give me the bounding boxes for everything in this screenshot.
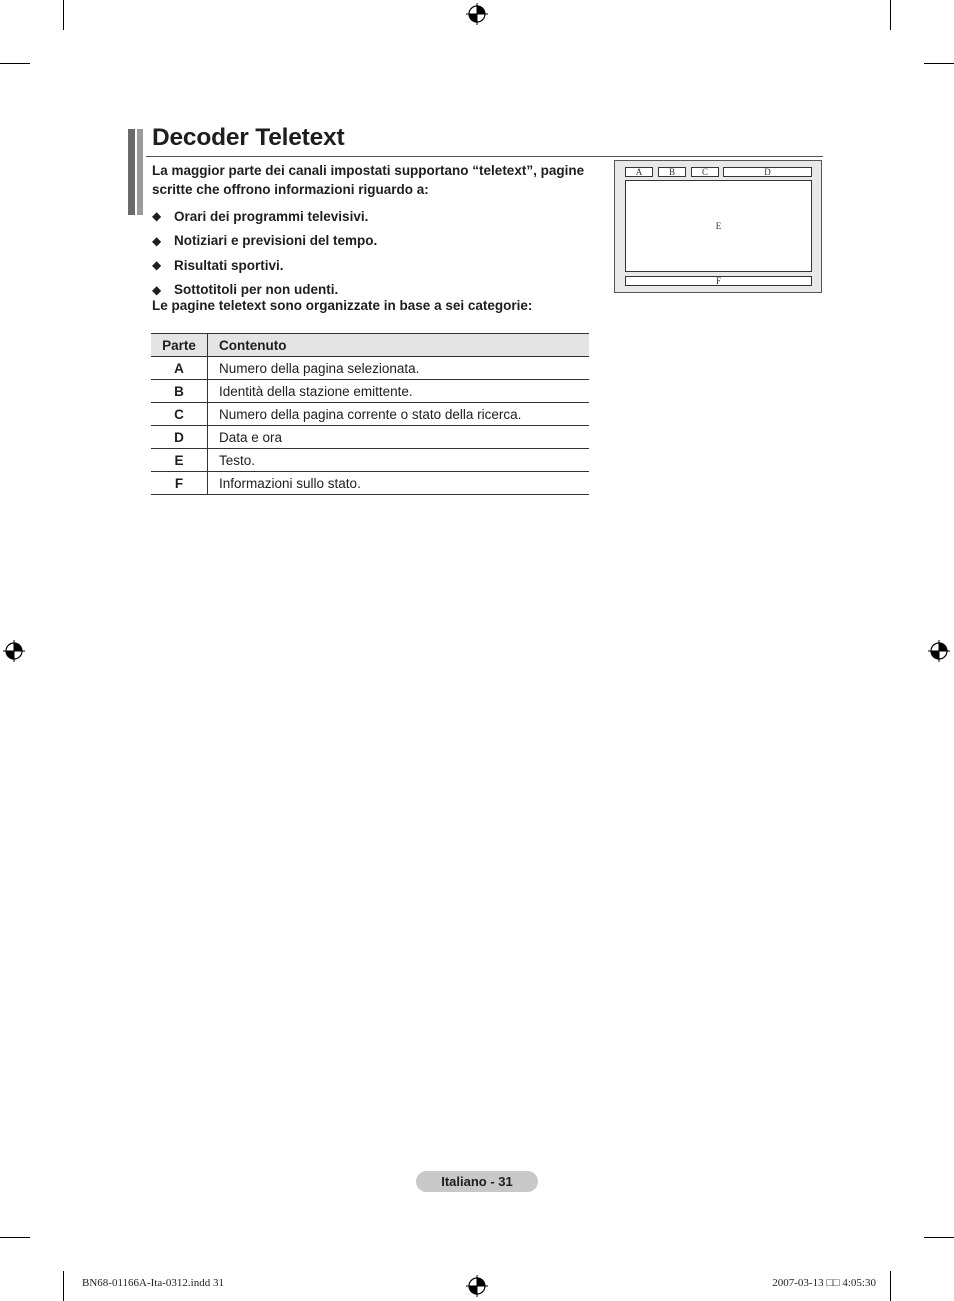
file-info: BN68-01166A-Ita-0312.indd 31	[82, 1277, 224, 1289]
content-cell: Data e ora	[208, 426, 590, 449]
table-row	[151, 380, 589, 403]
title-divider	[146, 156, 823, 157]
list-item	[152, 204, 377, 229]
teletext-layout-diagram	[614, 160, 822, 293]
diagram-region-c: C	[691, 167, 719, 177]
part-cell: A	[151, 357, 208, 380]
diamond-bullet-icon: ◆	[152, 233, 162, 248]
crop-mark	[890, 0, 891, 30]
bullet-text: Risultati sportivi.	[174, 257, 284, 273]
crop-mark	[924, 1237, 954, 1238]
table-row	[151, 357, 589, 380]
bullet-text: Notiziari e previsioni del tempo.	[174, 233, 378, 249]
diagram-region-a: A	[625, 167, 653, 177]
column-header-part: Parte	[151, 334, 208, 357]
crop-mark	[0, 63, 30, 64]
part-cell: C	[151, 403, 208, 426]
part-cell: E	[151, 449, 208, 472]
crop-mark	[924, 63, 954, 64]
diamond-bullet-icon: ◆	[152, 258, 162, 273]
diagram-region-e: E	[625, 180, 812, 272]
content-cell: Informazioni sullo stato.	[208, 472, 590, 495]
diamond-bullet-icon: ◆	[152, 282, 162, 297]
bullet-list	[152, 204, 377, 302]
registration-mark-icon	[928, 640, 950, 662]
table-row	[151, 449, 589, 472]
table-header-row	[151, 334, 589, 357]
content-cell: Testo.	[208, 449, 590, 472]
part-cell: F	[151, 472, 208, 495]
column-header-content: Contenuto	[208, 334, 590, 357]
crop-mark	[63, 1271, 64, 1301]
page-number-badge: Italiano - 31	[416, 1171, 538, 1192]
part-cell: B	[151, 380, 208, 403]
content-cell: Identità della stazione emittente.	[208, 380, 590, 403]
table-row	[151, 403, 589, 426]
diagram-region-b: B	[658, 167, 686, 177]
crop-mark	[0, 1237, 30, 1238]
table-row	[151, 426, 589, 449]
page-title: Decoder Teletext	[152, 124, 345, 151]
print-timestamp: 2007-03-13 □□ 4:05:30	[772, 1277, 876, 1289]
diagram-region-d: D	[723, 167, 812, 177]
content-cell: Numero della pagina selezionata.	[208, 357, 590, 380]
parts-table	[151, 333, 589, 495]
registration-mark-icon	[3, 640, 25, 662]
intro-paragraph: La maggior parte dei canali impostati supportano “teletext”, pagine scritte che offrono informazioni riguardo a:	[152, 163, 585, 197]
registration-mark-icon	[466, 3, 488, 25]
title-accent-bar	[128, 129, 144, 215]
bullet-text: Orari dei programmi televisivi.	[174, 208, 369, 224]
categories-paragraph: Le pagine teletext sono organizzate in base a sei categorie:	[152, 298, 533, 313]
registration-mark-icon	[466, 1275, 488, 1297]
bullet-text: Sottotitoli per non udenti.	[174, 282, 339, 298]
crop-mark	[63, 0, 64, 30]
part-cell: D	[151, 426, 208, 449]
table-row	[151, 472, 589, 495]
diamond-bullet-icon: ◆	[152, 209, 162, 224]
diagram-region-f: F	[625, 276, 812, 286]
crop-mark	[890, 1271, 891, 1301]
list-item	[152, 253, 377, 278]
content-cell: Numero della pagina corrente o stato della ricerca.	[208, 403, 590, 426]
list-item	[152, 229, 377, 254]
